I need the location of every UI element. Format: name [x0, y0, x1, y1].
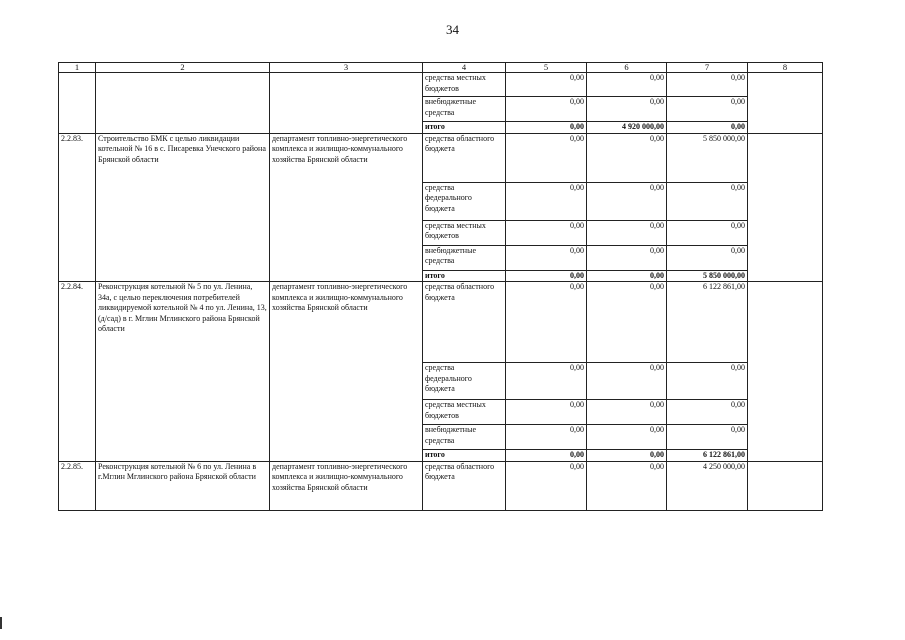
- header-cell-6: 6: [587, 63, 667, 73]
- value-col7: 0,00: [667, 363, 748, 400]
- value-col5: 0,00: [506, 73, 587, 97]
- value-col5: 0,00: [506, 97, 587, 122]
- budget-table: [58, 62, 823, 511]
- value-col7: 0,00: [667, 97, 748, 122]
- value-col6: 0,00: [587, 450, 667, 462]
- value-col5: 0,00: [506, 363, 587, 400]
- value-col6: 0,00: [587, 270, 667, 282]
- value-col6: 0,00: [587, 133, 667, 182]
- value-col5: 0,00: [506, 450, 587, 462]
- item-code: 2.2.85.: [59, 461, 96, 510]
- value-col5: 0,00: [506, 133, 587, 182]
- value-col6: 0,00: [587, 363, 667, 400]
- table-row: [59, 73, 823, 97]
- value-col6: 0,00: [587, 425, 667, 450]
- value-col7: 0,00: [667, 182, 748, 220]
- value-col5: 0,00: [506, 461, 587, 510]
- value-col7: 0,00: [667, 245, 748, 270]
- value-col7: 5 850 000,00: [667, 270, 748, 282]
- header-cell-4: 4: [423, 63, 506, 73]
- header-cell-8: 8: [748, 63, 823, 73]
- value-col6: 0,00: [587, 282, 667, 363]
- value-col5: 0,00: [506, 270, 587, 282]
- header-cell-5: 5: [506, 63, 587, 73]
- page-number: 34: [446, 22, 459, 37]
- source-cell: средства федерального бюджета: [423, 363, 506, 400]
- value-col5: 0,00: [506, 245, 587, 270]
- value-col7: 6 122 861,00: [667, 450, 748, 462]
- item-title: Реконструкция котельной № 6 по ул. Ленина в г.Мглин Мглинского района Брянской области: [96, 461, 270, 510]
- executor-cell: [270, 73, 423, 134]
- source-cell: внебюджетные средства: [423, 425, 506, 450]
- source-cell: средства областного бюджета: [423, 282, 506, 363]
- value-col6: 0,00: [587, 400, 667, 425]
- source-cell: средства областного бюджета: [423, 133, 506, 182]
- value-col5: 0,00: [506, 425, 587, 450]
- table-row: [59, 461, 823, 510]
- header-cell-2: 2: [96, 63, 270, 73]
- value-col7: 0,00: [667, 425, 748, 450]
- header-row: [59, 63, 823, 73]
- value-col7: 6 122 861,00: [667, 282, 748, 363]
- source-cell: внебюджетные средства: [423, 97, 506, 122]
- source-cell: внебюджетные средства: [423, 245, 506, 270]
- value-col5: 0,00: [506, 182, 587, 220]
- code-cell: [59, 73, 96, 134]
- title-cell: [96, 73, 270, 134]
- value-col6: 0,00: [587, 461, 667, 510]
- header-cell-3: 3: [270, 63, 423, 73]
- header-cell-7: 7: [667, 63, 748, 73]
- header-cell-1: 1: [59, 63, 96, 73]
- item-executor: департамент топливно-энергетического комплекса и жилищно-коммунального хозяйства Брянской области: [270, 133, 423, 282]
- item-code: 2.2.83.: [59, 133, 96, 282]
- source-cell: средства областного бюджета: [423, 461, 506, 510]
- item-code: 2.2.84.: [59, 282, 96, 462]
- source-cell: средства местных бюджетов: [423, 220, 506, 245]
- table-row: [59, 282, 823, 363]
- item-title: Реконструкция котельной № 5 по ул. Ленина, 34а, с целью переключения потребителей ликвидируемой котельной № 4 по ул. Ленина, 13, (д/сад) в г. Мглин Мглинского района Брянской области: [96, 282, 270, 462]
- item-title: Строительство БМК с целью ликвидации котельной № 16 в с. Писаревка Унечского района Брянской области: [96, 133, 270, 282]
- value-col5: 0,00: [506, 400, 587, 425]
- value-col5: 0,00: [506, 220, 587, 245]
- value-col6: 4 920 000,00: [587, 122, 667, 134]
- source-cell: средства местных бюджетов: [423, 400, 506, 425]
- note-cell: [748, 73, 823, 134]
- value-col6: 0,00: [587, 182, 667, 220]
- value-col7: 0,00: [667, 122, 748, 134]
- source-cell: средства федерального бюджета: [423, 182, 506, 220]
- value-col6: 0,00: [587, 220, 667, 245]
- source-cell: итого: [423, 450, 506, 462]
- value-col6: 0,00: [587, 73, 667, 97]
- note-cell: [748, 282, 823, 462]
- value-col7: 0,00: [667, 400, 748, 425]
- value-col7: 0,00: [667, 73, 748, 97]
- item-executor: департамент топливно-энергетического комплекса и жилищно-коммунального хозяйства Брянской области: [270, 282, 423, 462]
- value-col5: 0,00: [506, 122, 587, 134]
- value-col6: 0,00: [587, 245, 667, 270]
- value-col7: 4 250 000,00: [667, 461, 748, 510]
- scan-edge-mark: [0, 617, 2, 629]
- value-col5: 0,00: [506, 282, 587, 363]
- value-col7: 0,00: [667, 220, 748, 245]
- item-executor: департамент топливно-энергетического комплекса и жилищно-коммунального хозяйства Брянской области: [270, 461, 423, 510]
- source-cell: итого: [423, 122, 506, 134]
- table-row: [59, 133, 823, 182]
- value-col6: 0,00: [587, 97, 667, 122]
- source-cell: итого: [423, 270, 506, 282]
- source-cell: средства местных бюджетов: [423, 73, 506, 97]
- note-cell: [748, 461, 823, 510]
- value-col7: 5 850 000,00: [667, 133, 748, 182]
- note-cell: [748, 133, 823, 282]
